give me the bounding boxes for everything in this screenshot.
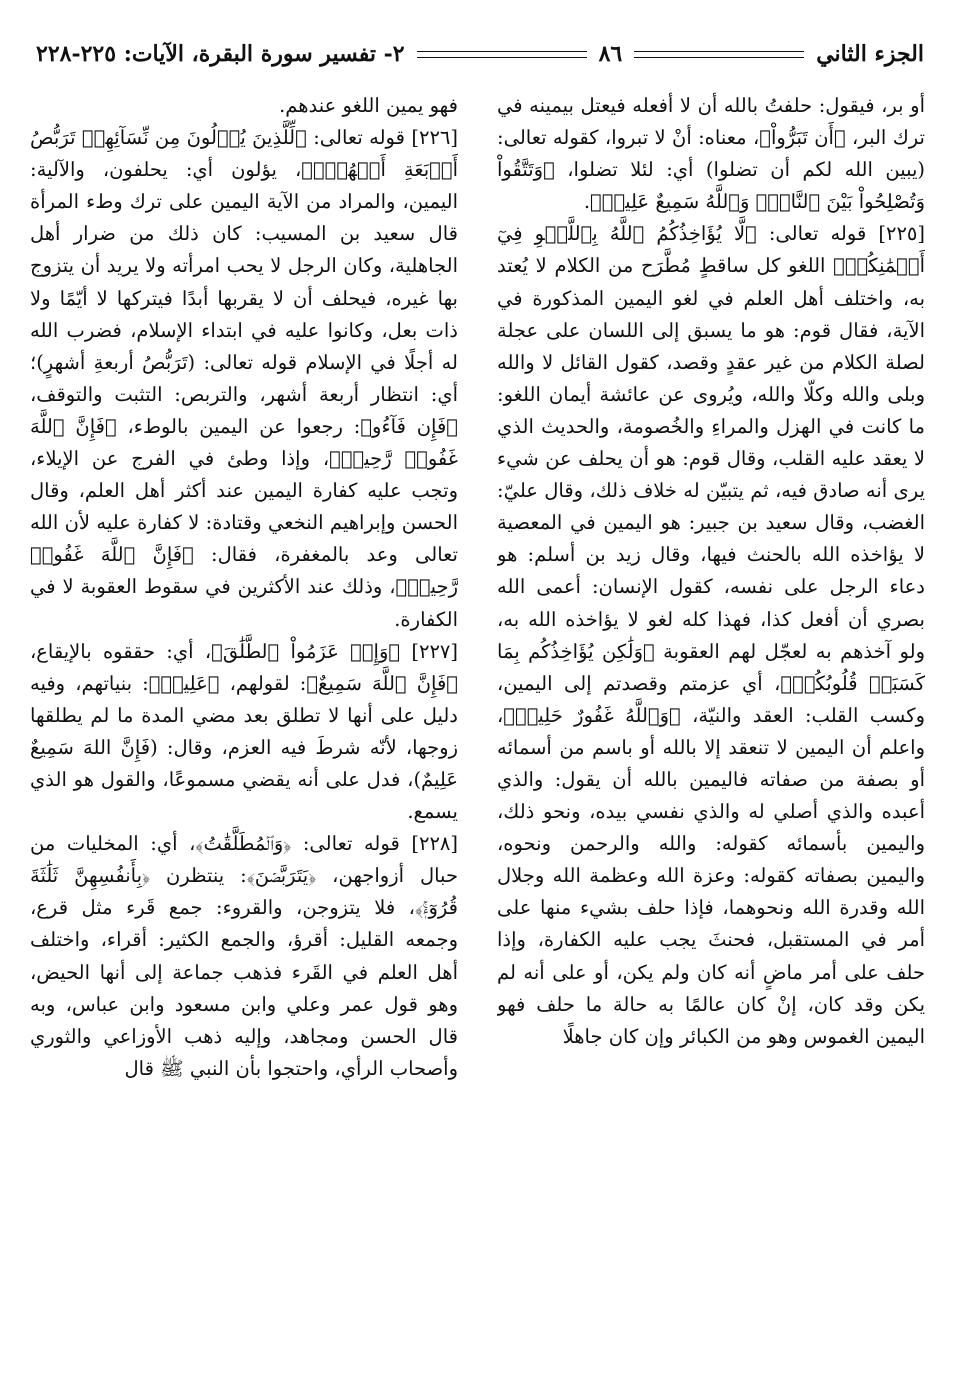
paragraph: [٢٢٦] قوله تعالى: ﴿لِّلَّذِينَ يُؤۡلُونَ مِن نِّسَآئِهِمۡ تَرَبُّصُ أَرۡبَعَةِ أَشۡهُرٖۖ﴾، يؤلون أي: يحلفون، والآلية: اليمين، والمراد من الآية اليمين على ترك وطء المرأة قال سعيد بن المسيب: كان ذلك من ضرار أهل الجاهلية، وكان الرجل لا يحب امرأته ولا يريد أن يتزوج بها غيره، فيحلف أن لا يقربها أبدًا فيتركها لا أيّمًا ولا ذات بعل، وكانوا عليه في ابتداء الإسلام، فضرب الله له أجلًا في الإسلام قوله تعالى: (تَرَبُّصُ أربعةِ أشهرٍ)؛ أي: انتظار أربعة أشهر، والتربص: التثبت والتوقف، ﴿فَإِن فَآءُو﴾: رجعوا عن اليمين بالوطء، ﴿فَإِنَّ ٱللَّهَ غَفُورٞ رَّحِيمٞ﴾، وإذا وطئ في الفرج عن الإيلاء، وتجب عليه كفارة اليمين عند أكثر أهل العلم، وقال الحسن وإبراهيم النخعي وقتادة: لا كفارة عليه لأن الله تعالى وعد بالمغفرة، فقال: ﴿فَإِنَّ ٱللَّهَ غَفُورٞ رَّحِيمٞ﴾، وذلك عند الأكثرين في سقوط العقوبة لا في الكفارة. (30, 126, 458, 631)
part-title: الجزء الثاني (816, 41, 924, 67)
paragraph: [٢٢٥] قوله تعالى: ﴿لَّا يُؤَاخِذُكُمُ ٱللَّهُ بِٱللَّغۡوِ فِيٓ أَيۡمَٰنِكُمۡ﴾ اللغو كل ساقطٍ مُطَّرَح من الكلام لا يُعتد به، واختلف أهل العلم في لغو اليمين المذكورة في الآية، فقال قوم: هو ما يسبق إلى اللسان على عجلة لصلة الكلام من غير عقدٍ وقصد، كقول القائل لا والله وبلى والله وكلّا والله، ويُروى عن عائشة أيمان اللغو: ما كانت في الهزل والمراءِ والخُصومة، والحديث الذي لا يعقد عليه القلب، وقال قوم: هو أن يحلف عن شيء يرى أنه صادق فيه، ثم يتبيّن له خلاف ذلك، وقال عليّ: الغضب، وقال سعيد بن جبير: هو اليمين في المعصية لا يؤاخذه الله بالحنث فيها، وقال زيد بن أسلم: هو دعاء الرجل على نفسه، كقول الإنسان: أعمى الله بصري أن أفعل كذا، فهذا كله لغو لا يؤاخذه الله به، ولو آخذهم به لعجّل لهم العقوبة ﴿وَلَٰكِن يُؤَاخِذُكُم بِمَا كَسَبَتۡ قُلُوبُكُمۡ﴾، أي عزمتم وقصدتم إلى اليمين، وكسب القلب: العقد والنيّة، ﴿وَٱللَّهُ غَفُورٌ حَلِيمٞ﴾، واعلم أن اليمين لا تنعقد إلا بالله أو باسم من أسمائه أو بصفة من صفاته فاليمين بالله أن يقول: والذي أعبده والذي أصلي له والذي نفسي بيده، ونحو ذلك، واليمين بأسمائه كقوله: والله والرحمن ونحوه، واليمين بصفاته كقوله: وعزة الله وعظمة الله وجلال الله وقدرة الله ونحوهما، فإذا حلف بشيء منها على أمر في المستقبل، فحنثَ يجب عليه الكفارة، وإذا حلف على أمر ماضٍ أنه كان ولم يكن، أو على أنه لم يكن وقد كان، إنْ كان عالمًا به حالة ما حلف فهو اليمين الغموس وهو من الكبائر وإن كان جاهلًا (497, 222, 925, 1048)
page-header (36, 34, 924, 74)
left-column (30, 90, 458, 1380)
text-columns (30, 90, 925, 1380)
header-rule-right (634, 51, 804, 58)
paragraph: [٢٢٨] قوله تعالى: ﴿وَٱلۡمُطَلَّقَٰتُ﴾، أي: المخليات من حبال أزواجهن، ﴿يَتَرَبَّصۡنَ﴾: ينتظرن ﴿بِأَنفُسِهِنَّ ثَلَٰثَةَ قُرُوٓءٖۚ﴾، فلا يتزوجن، والقروء: جمع قَرء مثل قرع، وجمعه القليل: أقرؤ، والجمع الكثير: أقراء، واختلف أهل العلم في القَرء فذهب جماعة إلى أنها الحيض، وهو قول عمر وعلي وابن مسعود وابن عباس، وبه قال الحسن ومجاهد، وإليه ذهب الأوزاعي والثوري وأصحاب الرأي، واحتجوا بأن النبي ﷺ قال (30, 832, 458, 1080)
paragraph: فهو يمين اللغو عندهم. (279, 94, 458, 117)
paragraph: [٢٢٧] ﴿وَإِنۡ عَزَمُواْ ٱلطَّلَٰقَ﴾، أي: حققوه بالإيقاع، ﴿فَإِنَّ ٱللَّهَ سَمِيعٌ﴾: لقولهم، ﴿عَلِيمٞ﴾: بنياتهم، وفيه دليل على أنها لا تطلق بعد مضي المدة ما لم يطلقها زوجها، لأنّه شرطَ فيه العزم، وقال: (فَإِنَّ اللهَ سَمِيعٌ عَلِيمٌ)، فدل على أنه يقضي مسموعًا، والقول هو الذي يسمع. (30, 639, 458, 824)
right-column (497, 90, 925, 1380)
header-rule-left (417, 51, 587, 58)
section-title: ٢- تفسير سورة البقرة، الآيات: ٢٢٥-٢٢٨ (36, 41, 405, 67)
page-number: ٨٦ (598, 41, 623, 67)
paragraph: أو بر، فيقول: حلفتُ بالله أن لا أفعله فيعتل بيمينه في ترك البر، ﴿أَن تَبَرُّواْ﴾، معناه: أنْ لا تبروا، كقوله تعالى: (يبين الله لكم أن تضلوا) أي: لئلا تضلوا، ﴿وَتَتَّقُواْ وَتُصْلِحُواْ بَيْنَ ٱلنَّاسِۚ وَٱللَّهُ سَمِيعٌ عَلِيمٞ﴾. (497, 94, 925, 214)
